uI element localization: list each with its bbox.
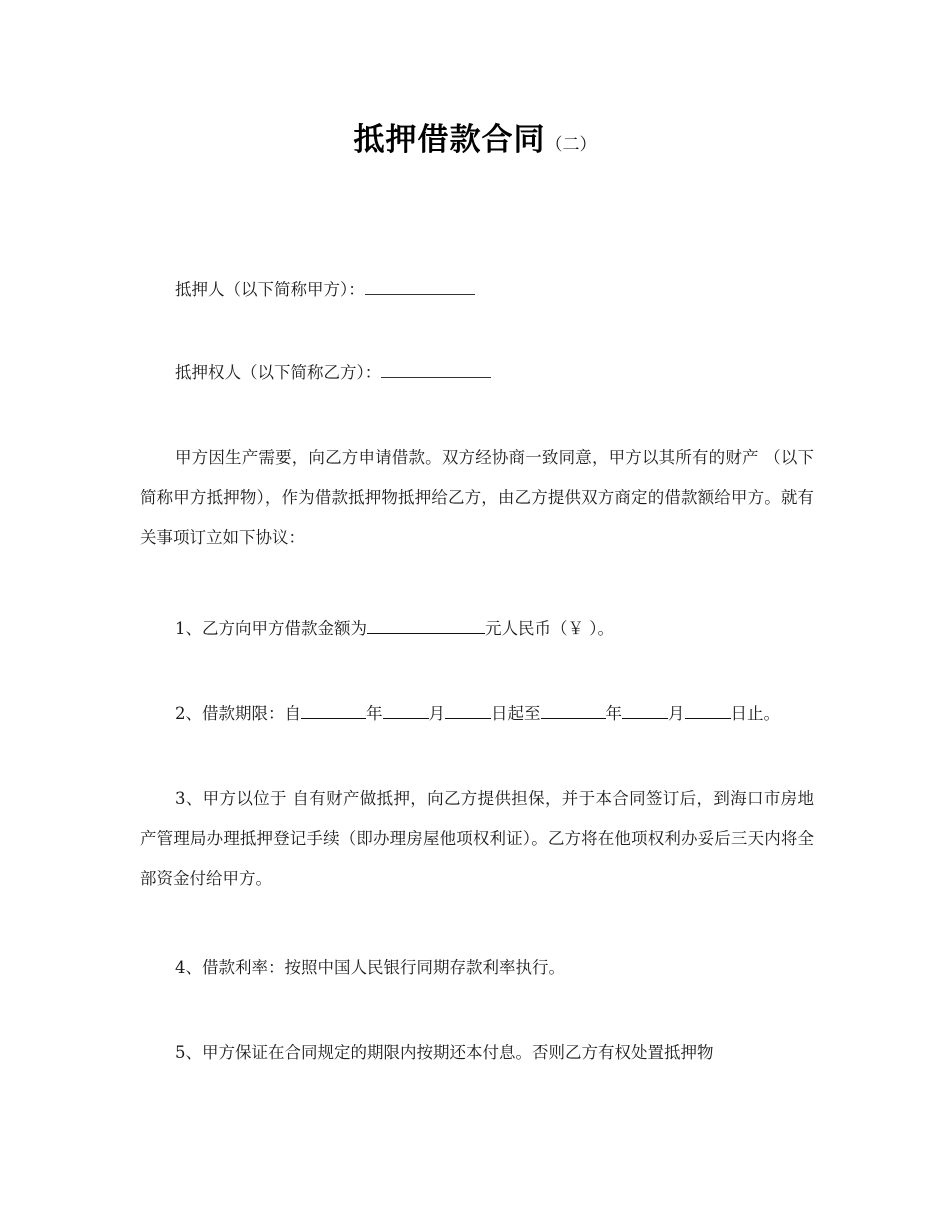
intro-paragraph: 甲方因生产需要，向乙方申请借款。双方经协商一致同意，甲方以其所有的财产 （以下简称甲方抵押物），作为借款抵押物抵押给乙方，由乙方提供双方商定的借款额给甲方。就有关事项订立如下协议： bbox=[140, 448, 814, 547]
clause-2 bbox=[140, 694, 814, 734]
start-day-blank bbox=[445, 702, 491, 719]
start-month-label: 月 bbox=[428, 704, 445, 723]
clause-4: 4、借款利率：按照中国人民银行同期存款利率执行。 bbox=[175, 958, 565, 977]
mortgagor-blank bbox=[365, 278, 475, 295]
end-day-label: 日止。 bbox=[730, 704, 780, 723]
mortgagee-line bbox=[140, 353, 814, 393]
clause-5: 5、甲方保证在合同规定的期限内按期还本付息。否则乙方有权处置抵押物 bbox=[175, 1043, 714, 1062]
end-day-blank bbox=[685, 702, 731, 719]
end-month-blank bbox=[622, 702, 668, 719]
end-year-label: 年 bbox=[605, 704, 622, 723]
end-year-blank bbox=[541, 702, 606, 719]
mortgagor-line bbox=[140, 270, 814, 310]
clause-3: 3、甲方以位于 自有财产做抵押，向乙方提供担保，并于本合同签订后，到海口市房地产管理局办理抵押登记手续（即办理房屋他项权利证）。乙方将在他项权利办妥后三天内将全部资金付给甲方。 bbox=[140, 789, 814, 888]
mortgagee-label: 抵押权人（以下简称乙方）： bbox=[175, 363, 382, 382]
clause-1-text-b: 元人民币（￥ ）。 bbox=[485, 619, 614, 638]
clause-1-text-a: 1、乙方向甲方借款金额为 bbox=[175, 619, 367, 638]
start-month-blank bbox=[383, 702, 429, 719]
mortgagor-label: 抵押人（以下简称甲方）： bbox=[175, 280, 365, 299]
clause-1 bbox=[140, 609, 814, 649]
start-day-label: 日起至 bbox=[491, 704, 541, 723]
mortgagee-blank bbox=[381, 361, 491, 378]
start-year-label: 年 bbox=[366, 704, 383, 723]
loan-amount-blank bbox=[367, 617, 485, 634]
title-main: 抵押借款合同 bbox=[353, 122, 546, 158]
clause-2-start: 2、借款期限：自 bbox=[175, 704, 301, 723]
end-month-label: 月 bbox=[668, 704, 685, 723]
title-sub: （二） bbox=[545, 135, 597, 155]
document-title bbox=[0, 114, 950, 159]
start-year-blank bbox=[301, 702, 366, 719]
